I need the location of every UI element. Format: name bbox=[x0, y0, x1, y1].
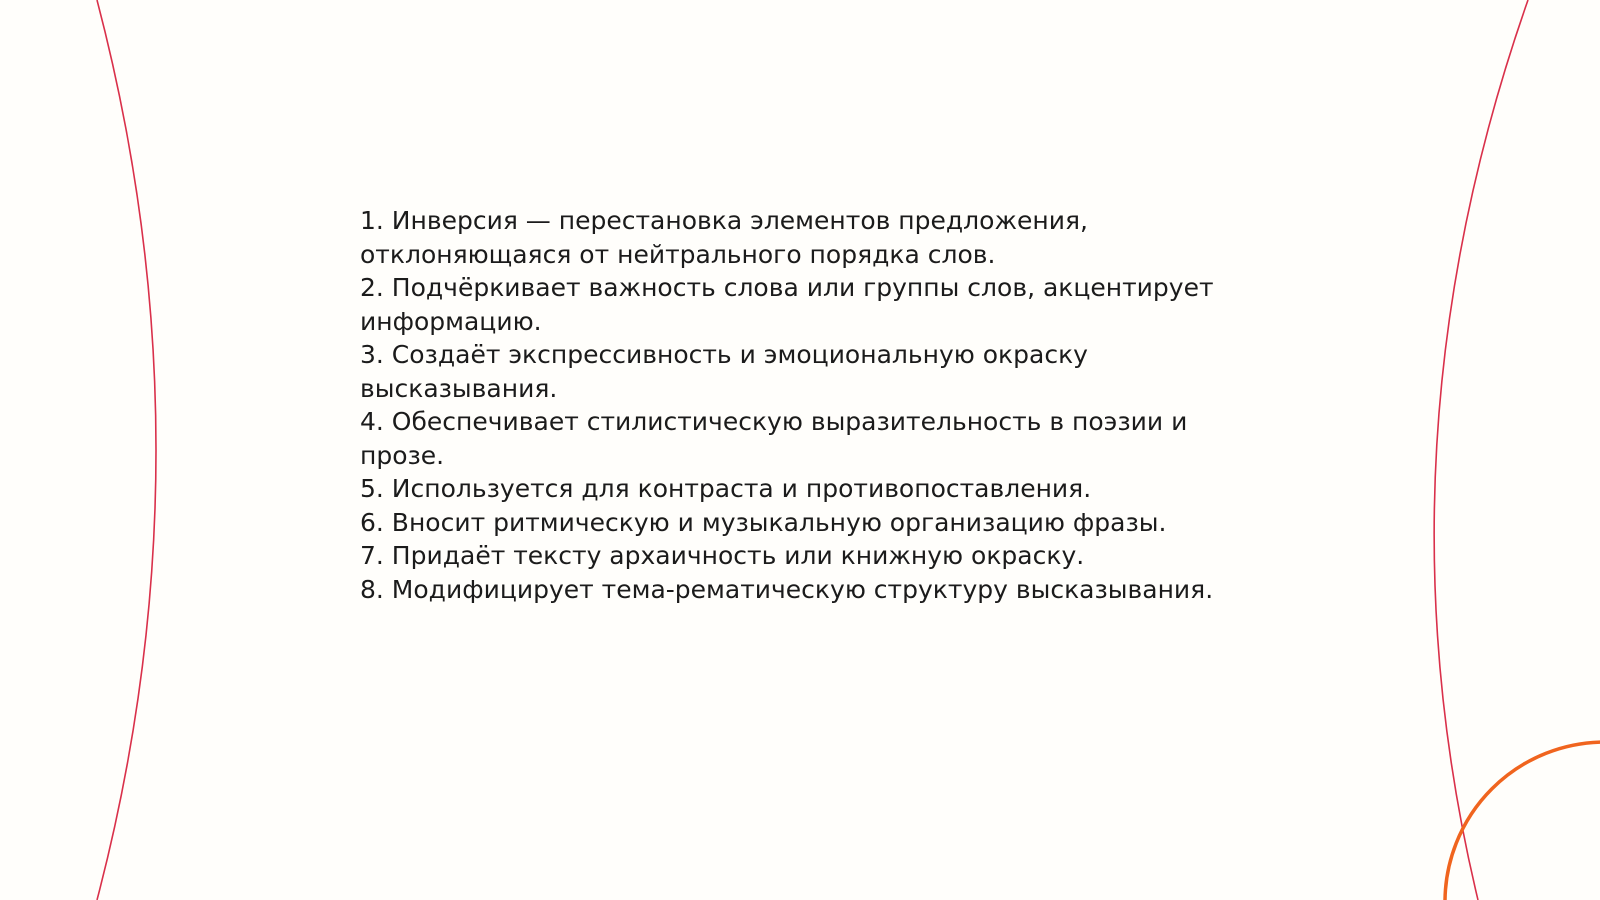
list-line: 8. Модифицирует тема-рематическую структуру высказывания. bbox=[360, 574, 1214, 604]
list-line: прозе. bbox=[360, 440, 445, 470]
slide-text-list bbox=[360, 204, 1260, 606]
list-line: 1. Инверсия — перестановка элементов предложения, bbox=[360, 206, 1088, 235]
list-line: 4. Обеспечивает стилистическую выразительность в поэзии и bbox=[360, 407, 1188, 436]
list-line: высказывания. bbox=[360, 373, 558, 403]
orange-ring bbox=[1445, 742, 1600, 900]
left-arc-line bbox=[97, 0, 156, 900]
right-arc-line bbox=[1434, 0, 1528, 900]
list-line: 2. Подчёркивает важность слова или группы слов, акцентирует bbox=[360, 273, 1214, 302]
list-line: информацию. bbox=[360, 306, 542, 336]
list-line: 6. Вносит ритмическую и музыкальную организацию фразы. bbox=[360, 507, 1167, 537]
list-line: 7. Придаёт тексту архаичность или книжную окраску. bbox=[360, 541, 1085, 570]
list-line: 3. Создаёт экспрессивность и эмоциональную окраску bbox=[360, 340, 1088, 369]
list-line: отклоняющаяся от нейтрального порядка слов. bbox=[360, 239, 996, 269]
list-line: 5. Используется для контраста и противопоставления. bbox=[360, 474, 1092, 503]
